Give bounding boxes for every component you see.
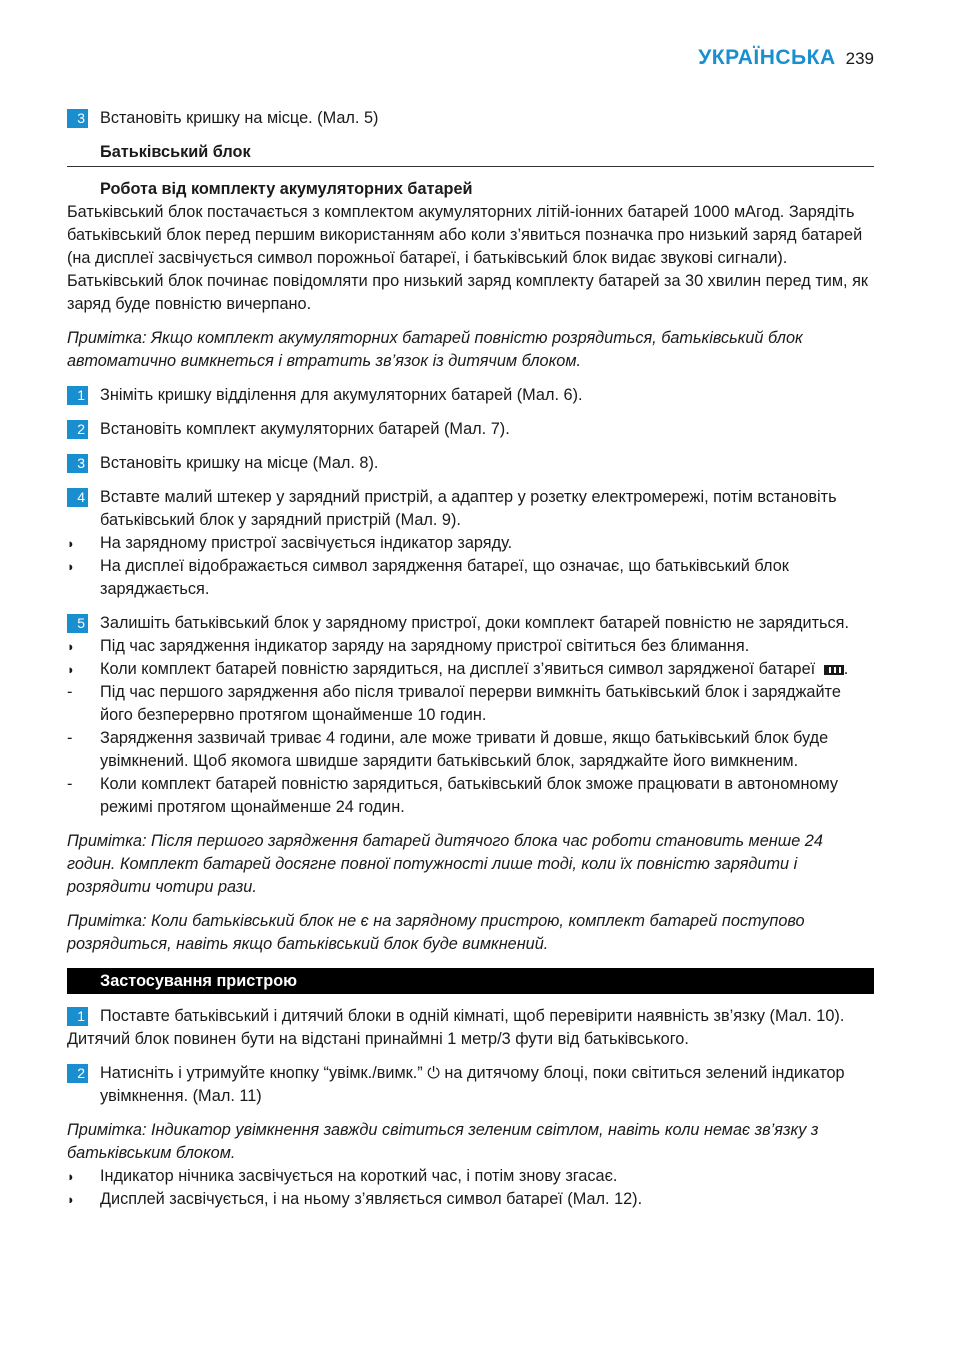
step-item: [67, 1062, 874, 1108]
dash-text: Під час першого зарядження або після тривалої перерви вимкніть батьківський блок і заряджайте його безперервно протягом щонайменше 10 годин.: [100, 683, 841, 724]
step-text: Встановіть кришку на місце (Мал. 8).: [100, 454, 379, 472]
step-number: 1: [67, 1007, 88, 1026]
step-item: [67, 418, 874, 441]
step-text: Залишіть батьківський блок у зарядному пристрої, доки комплект батарей повністю не зарядиться.: [100, 614, 850, 632]
note: Примітка: Коли батьківський блок не є на зарядному пристрою, комплект батарей поступово розрядиться, навіть якщо батьківський блок буде вимкнений.: [67, 912, 805, 953]
dash-marker: -: [67, 683, 73, 701]
step-text: Встановіть комплект акумуляторних батарей (Мал. 7).: [100, 420, 510, 438]
bullet-text: Під час зарядження індикатор заряду на зарядному пристрої світиться без блимання.: [100, 637, 750, 655]
step-text-part: Натисніть і утримуйте кнопку “увімк./вимк.”: [100, 1064, 428, 1082]
bullet-item: [67, 532, 874, 555]
page-header: [698, 46, 874, 70]
step-number: 1: [67, 386, 88, 405]
step-item: [67, 1005, 874, 1028]
bullet-item: [67, 635, 874, 658]
bullet-item: [67, 1165, 874, 1188]
step-text: Встановіть кришку на місце. (Мал. 5): [100, 109, 379, 127]
dash-item: [67, 773, 874, 819]
subsection-heading: Робота від комплекту акумуляторних батарей: [100, 180, 473, 198]
power-icon: ⏻: [427, 1065, 440, 1082]
step-item: [67, 486, 874, 532]
note: Примітка: Якщо комплект акумуляторних батарей повністю розрядиться, батьківський блок автоматично вимкнеться і втратить зв’язок із дитячим блоком.: [67, 329, 803, 370]
step-item: [67, 612, 874, 635]
dash-item: [67, 681, 874, 727]
bullet-icon: ◗: [67, 639, 75, 654]
section-heading: Батьківський блок: [67, 141, 874, 167]
paragraph: Батьківський блок постачається з комплектом акумуляторних літій-іонних батарей 1000 мАгод. Зарядіть батьківський блок перед першим використанням або коли з’явиться позначка про низький заряд батарей (на дисплеї засвічується символ порожньої батареї, і батьківський блок видає звукові сигнали). Батьківський блок починає повідомляти про низький заряд комплекту батарей за 30 хвилин перед тим, як заряд буде повністю вичерпано.: [67, 203, 869, 313]
step-number: 2: [67, 420, 88, 439]
bullet-text: На дисплеї відображається символ зарядження батареї, що означає, що батьківський блок заряджається.: [100, 557, 789, 598]
page-number: 239: [845, 49, 874, 68]
dash-item: [67, 727, 874, 773]
bullet-icon: ◗: [67, 536, 75, 551]
page-content: [67, 107, 874, 1211]
bullet-item: [67, 1188, 874, 1211]
dash-text: Коли комплект батарей повністю зарядиться, батьківський блок зможе працювати в автономному режимі протягом щонайменше 24 годин.: [100, 775, 839, 816]
step-number: 4: [67, 488, 88, 507]
bullet-icon: ◗: [67, 1169, 75, 1184]
bullet-item: [67, 555, 874, 601]
step-text: Вставте малий штекер у зарядний пристрій, а адаптер у розетку електромережі, потім встановіть батьківський блок у зарядний пристрій (Мал. 9).: [100, 488, 837, 529]
bullet-item: [67, 658, 874, 681]
bullet-text-wrap: Коли комплект батарей повністю зарядиться, на дисплеї з’явиться символ зарядженої батареї .: [100, 660, 849, 678]
paragraph: Дитячий блок повинен бути на відстані принаймні 1 метр/3 фути від батьківського.: [67, 1030, 689, 1048]
language-title: УКРАЇНСЬКА: [698, 46, 836, 69]
dash-text: Зарядження зазвичай триває 4 години, але може тривати й довше, якщо батьківський блок буде увімкнений. Щоб якомога швидше зарядити батьківський блок, заряджайте його вимкненим.: [100, 729, 829, 770]
step-number: 5: [67, 614, 88, 633]
note: Примітка: Після першого зарядження батарей дитячого блока час роботи становить менше 24 годин. Комплект батарей досягне повної потужності лише тоді, коли їх повністю зарядити і розрядити чотири рази.: [67, 832, 823, 896]
step-number: 2: [67, 1064, 88, 1083]
section-heading-bar: Застосування пристрою: [67, 968, 874, 994]
step-text-part: на дитячому блоці, поки світиться зелений індикатор увімкнення. (Мал. 11): [100, 1064, 845, 1105]
step-item: [67, 452, 874, 475]
step-text: Зніміть кришку відділення для акумуляторних батарей (Мал. 6).: [100, 386, 583, 404]
step-number: 3: [67, 454, 88, 473]
note: Примітка: Індикатор увімкнення завжди світиться зеленим світлом, навіть коли немає зв’язку з батьківським блоком.: [67, 1121, 819, 1162]
dash-marker: -: [67, 775, 73, 793]
bullet-icon: ◗: [67, 1192, 75, 1207]
dash-marker: -: [67, 729, 73, 747]
bullet-text: На зарядному пристрої засвічується індикатор заряду.: [100, 534, 513, 552]
step-text: Поставте батьківський і дитячий блоки в одній кімнаті, щоб перевірити наявність зв’язку (Мал. 10).: [100, 1007, 845, 1025]
step-item: [67, 384, 874, 407]
bullet-icon: ◗: [67, 662, 75, 677]
bullet-icon: ◗: [67, 559, 75, 574]
step-text: [100, 1062, 874, 1108]
step-number: 3: [67, 109, 88, 128]
bullet-text: Дисплей засвічується, і на ньому з’являється символ батареї (Мал. 12).: [100, 1190, 643, 1208]
bullet-text: Коли комплект батарей повністю зарядиться, на дисплеї з’явиться символ зарядженої батареї: [100, 660, 816, 678]
step-item: [67, 107, 874, 130]
battery-full-icon: [824, 665, 844, 675]
bullet-text: Індикатор нічника засвічується на короткий час, і потім знову згасає.: [100, 1167, 618, 1185]
